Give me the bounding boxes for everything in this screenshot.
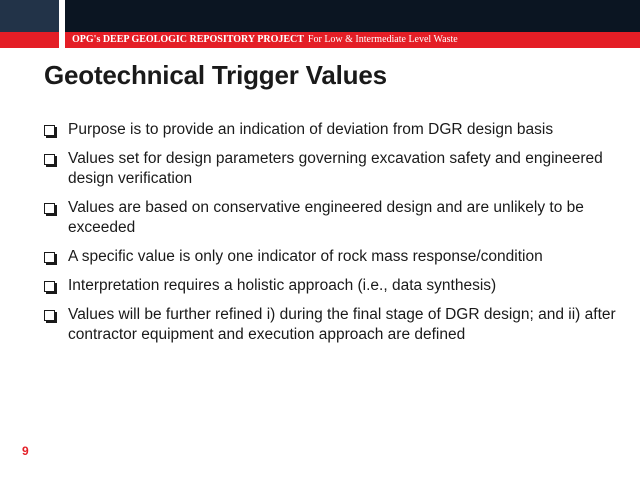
project-strip-divider bbox=[59, 32, 65, 48]
project-name: OPG's DEEP GEOLOGIC REPOSITORY PROJECT bbox=[72, 34, 304, 45]
project-title bbox=[72, 33, 458, 47]
checkbox-square-icon bbox=[44, 310, 55, 321]
bullet-list bbox=[44, 120, 634, 354]
bullet-item bbox=[44, 276, 634, 296]
bullet-item bbox=[44, 247, 634, 267]
slide-title: Geotechnical Trigger Values bbox=[44, 60, 387, 90]
bullet-text: Purpose is to provide an indication of deviation from DGR design basis bbox=[68, 121, 554, 138]
checkbox-square-icon bbox=[44, 154, 55, 165]
checkbox-square-icon bbox=[44, 203, 55, 214]
bullet-text: Values will be further refined i) during the final stage of DGR design; and ii) after contractor equipment and execution approach are defined bbox=[68, 306, 616, 343]
bullet-text: Values are based on conservative engineered design and are unlikely to be exceeded bbox=[68, 199, 584, 236]
bullet-text: A specific value is only one indicator of rock mass response/condition bbox=[68, 248, 543, 265]
header-logo-block bbox=[0, 0, 59, 32]
project-subtitle: For Low & Intermediate Level Waste bbox=[307, 34, 458, 45]
bullet-item bbox=[44, 305, 634, 345]
bullet-item bbox=[44, 149, 634, 189]
checkbox-square-icon bbox=[44, 281, 55, 292]
bullet-item bbox=[44, 120, 634, 140]
page-number: 9 bbox=[22, 444, 29, 458]
checkbox-square-icon bbox=[44, 252, 55, 263]
header-divider bbox=[59, 0, 65, 32]
checkbox-square-icon bbox=[44, 125, 55, 136]
header-banner bbox=[0, 0, 640, 32]
bullet-item bbox=[44, 198, 634, 238]
bullet-text: Values set for design parameters governing excavation safety and engineered design verification bbox=[68, 150, 603, 187]
bullet-text: Interpretation requires a holistic approach (i.e., data synthesis) bbox=[68, 277, 497, 294]
